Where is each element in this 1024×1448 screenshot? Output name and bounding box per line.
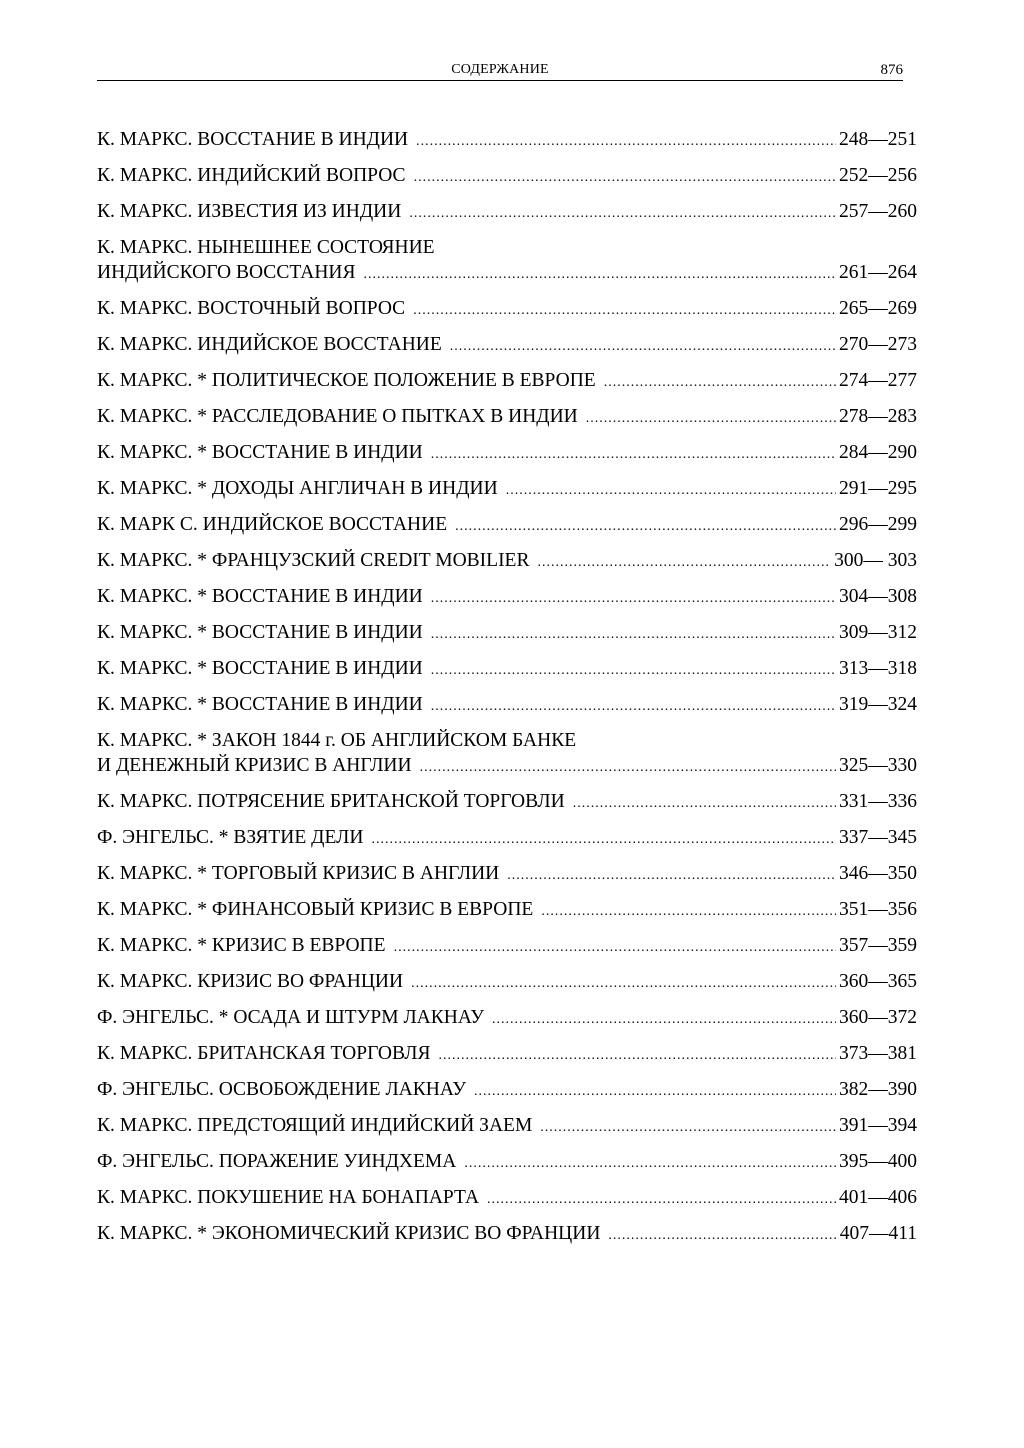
toc-entry: [97, 789, 917, 816]
toc-entry-title: Ф. ЭНГЕЛЬС. * ОСАДА И ШТУРМ ЛАКНАУ: [97, 1007, 485, 1028]
toc-entry: [97, 861, 917, 888]
dot-leader: [541, 899, 836, 924]
dot-leader: [431, 658, 836, 683]
toc-entry-title: К. МАРКС. * ЭКОНОМИЧЕСКИЙ КРИЗИС ВО ФРАНЦИИ: [97, 1223, 601, 1244]
toc-entry-title: К. МАРКС. ИНДИЙСКИЙ ВОПРОС: [97, 165, 406, 186]
running-header: [97, 60, 903, 81]
dot-leader: [450, 334, 836, 359]
toc-entry: [97, 620, 917, 647]
dot-leader: [506, 478, 836, 503]
toc-entry: [97, 368, 917, 395]
toc-entry: [97, 728, 917, 780]
toc-entry-title: К. МАРКС. ВОССТАНИЕ В ИНДИИ: [97, 129, 409, 150]
toc-entry-pages: 257—260: [839, 201, 917, 222]
toc-entry-pages: 278—283: [839, 406, 917, 427]
toc-entry-pages: 252—256: [839, 165, 917, 186]
toc-entry-title: К. МАРКС. ПРЕДСТОЯЩИЙ ИНДИЙСКИЙ ЗАЕМ: [97, 1115, 533, 1136]
dot-leader: [492, 1007, 836, 1032]
toc-entry-title: К. МАРКС. ВОСТОЧНЫЙ ВОПРОС: [97, 298, 406, 319]
toc-entry-title: К. МАРКС. ИЗВЕСТИЯ ИЗ ИНДИИ: [97, 201, 402, 222]
dot-leader: [608, 1223, 836, 1248]
dot-leader: [371, 827, 836, 852]
toc-entry-pages: 309—312: [839, 622, 917, 643]
dot-leader: [431, 694, 836, 719]
toc-entry-pages: 248—251: [839, 129, 917, 150]
toc-entry-pages: 300— 303: [834, 550, 917, 571]
dot-leader: [394, 935, 836, 960]
toc-entry-pages: 401—406: [839, 1187, 917, 1208]
toc-entry-title: Ф. ЭНГЕЛЬС. ОСВОБОЖДЕНИЕ ЛАКНАУ: [97, 1079, 467, 1100]
toc-entry-title: К. МАРКС. БРИТАНСКАЯ ТОРГОВЛЯ: [97, 1043, 431, 1064]
toc-entry: [97, 1077, 917, 1104]
dot-leader: [431, 622, 836, 647]
toc-entry-title: К. МАРКС. * ДОХОДЫ АНГЛИЧАН В ИНДИИ: [97, 478, 498, 499]
toc-entry: [97, 969, 917, 996]
toc-entry-title: К. МАРКС. * ПОЛИТИЧЕСКОЕ ПОЛОЖЕНИЕ В ЕВРОПЕ: [97, 370, 596, 391]
toc-entry: [97, 933, 917, 960]
header-title: СОДЕРЖАНИЕ: [451, 62, 549, 77]
toc-entry-pages: 313—318: [839, 658, 917, 679]
toc-entry: [97, 897, 917, 924]
page-number: 876: [880, 62, 903, 78]
toc-entry-pages: 391—394: [839, 1115, 917, 1136]
dot-leader: [573, 791, 836, 816]
toc-entry-pages: 360—365: [839, 971, 917, 992]
toc-entry-title: К. МАРКС. * ВОССТАНИЕ В ИНДИИ: [97, 694, 423, 715]
toc-entry: [97, 235, 917, 287]
dot-leader: [586, 406, 836, 431]
toc-entry-title: К. МАРКС. * ФРАНЦУЗСКИЙ CREDIT MOBILIER: [97, 550, 530, 571]
toc-entry-pages: 382—390: [839, 1079, 917, 1100]
toc-entry-pages: 346—350: [839, 863, 917, 884]
toc-entry-pages: 351—356: [839, 899, 917, 920]
toc-entry-pages: 373—381: [839, 1043, 917, 1064]
toc-entry: [97, 656, 917, 683]
toc-entry-title: К. МАРКС. * ФИНАНСОВЫЙ КРИЗИС В ЕВРОПЕ: [97, 899, 534, 920]
toc-entry: [97, 296, 917, 323]
dot-leader: [431, 586, 836, 611]
toc-entry: [97, 1185, 917, 1212]
toc-entry: [97, 163, 917, 190]
toc-entry-title: К. МАРКС. ПОКУШЕНИЕ НА БОНАПАРТА: [97, 1187, 480, 1208]
toc-entry-pages: 296—299: [839, 514, 917, 535]
toc-entry-pages: 360—372: [839, 1007, 917, 1028]
toc-entry-title: ИНДИЙСКОГО ВОССТАНИЯ: [97, 262, 356, 283]
toc-entry: [97, 332, 917, 359]
dot-leader: [420, 755, 836, 780]
dot-leader: [540, 1115, 836, 1140]
toc-entry: [97, 127, 917, 154]
toc-entry: [97, 548, 917, 575]
toc-entry: [97, 512, 917, 539]
toc-entry-title: К. МАРКС. КРИЗИС ВО ФРАНЦИИ: [97, 971, 404, 992]
toc-entry: [97, 1113, 917, 1140]
toc-entry-title: К. МАРКС. * ВОССТАНИЕ В ИНДИИ: [97, 622, 423, 643]
toc-entry: [97, 1041, 917, 1068]
toc-entry-title: Ф. ЭНГЕЛЬС. * ВЗЯТИЕ ДЕЛИ: [97, 827, 364, 848]
toc-entry-title: К. МАРКС. * ТОРГОВЫЙ КРИЗИС В АНГЛИИ: [97, 863, 500, 884]
dot-leader: [474, 1079, 836, 1104]
dot-leader: [487, 1187, 836, 1212]
toc-entry-pages: 274—277: [839, 370, 917, 391]
toc-entry: [97, 825, 917, 852]
dot-leader: [416, 129, 836, 154]
toc-entry-title: К. МАРКС. ПОТРЯСЕНИЕ БРИТАНСКОЙ ТОРГОВЛИ: [97, 791, 565, 812]
dot-leader: [409, 201, 836, 226]
dot-leader: [464, 1151, 836, 1176]
toc-entry: [97, 404, 917, 431]
toc-entry-title: К. МАРКС. * КРИЗИС В ЕВРОПЕ: [97, 935, 386, 956]
toc-entry: [97, 440, 917, 467]
toc-entry: [97, 1221, 917, 1248]
toc-entry-title: И ДЕНЕЖНЫЙ КРИЗИС В АНГЛИИ: [97, 755, 412, 776]
toc-entry-pages: 319—324: [839, 694, 917, 715]
dot-leader: [364, 262, 836, 287]
toc-entry-pages: 357—359: [839, 935, 917, 956]
toc-entry-pages: 395—400: [839, 1151, 917, 1172]
dot-leader: [413, 298, 836, 323]
toc-entry-pages: 265—269: [839, 298, 917, 319]
dot-leader: [438, 1043, 836, 1068]
toc-entry-pages: 284—290: [839, 442, 917, 463]
dot-leader: [507, 863, 836, 888]
dot-leader: [414, 165, 836, 190]
toc-entry-pages: 325—330: [839, 755, 917, 776]
toc-entry: [97, 692, 917, 719]
toc-entry-pages: 337—345: [839, 827, 917, 848]
toc-entry: [97, 1149, 917, 1176]
toc-entry-pages: 304—308: [839, 586, 917, 607]
dot-leader: [604, 370, 836, 395]
table-of-contents: [97, 127, 917, 1257]
dot-leader: [411, 971, 836, 996]
toc-entry-pages: 270—273: [839, 334, 917, 355]
toc-entry-title: К. МАРКС. * ВОССТАНИЕ В ИНДИИ: [97, 442, 423, 463]
toc-entry: [97, 199, 917, 226]
toc-entry-title-line1: К. МАРКС. НЫНЕШНЕЕ СОСТОЯНИЕ: [97, 237, 435, 258]
toc-entry-pages: 331—336: [839, 791, 917, 812]
toc-entry-pages: 261—264: [839, 262, 917, 283]
toc-entry: [97, 584, 917, 611]
toc-entry-pages: 407—411: [839, 1223, 917, 1244]
toc-entry-pages: 291—295: [839, 478, 917, 499]
toc-entry: [97, 476, 917, 503]
dot-leader: [537, 550, 831, 575]
toc-entry-title: К. МАРК С. ИНДИЙСКОЕ ВОССТАНИЕ: [97, 514, 448, 535]
toc-entry-title: К. МАРКС. * РАССЛЕДОВАНИЕ О ПЫТКАХ В ИНДИИ: [97, 406, 578, 427]
toc-entry-title: К. МАРКС. ИНДИЙСКОЕ ВОССТАНИЕ: [97, 334, 442, 355]
toc-entry: [97, 1005, 917, 1032]
toc-entry-title-line1: К. МАРКС. * ЗАКОН 1844 г. ОБ АНГЛИЙСКОМ БАНКЕ: [97, 730, 577, 751]
toc-entry-title: К. МАРКС. * ВОССТАНИЕ В ИНДИИ: [97, 658, 423, 679]
toc-entry-title: К. МАРКС. * ВОССТАНИЕ В ИНДИИ: [97, 586, 423, 607]
dot-leader: [431, 442, 836, 467]
toc-entry-title: Ф. ЭНГЕЛЬС. ПОРАЖЕНИЕ УИНДХЕМА: [97, 1151, 457, 1172]
dot-leader: [455, 514, 836, 539]
